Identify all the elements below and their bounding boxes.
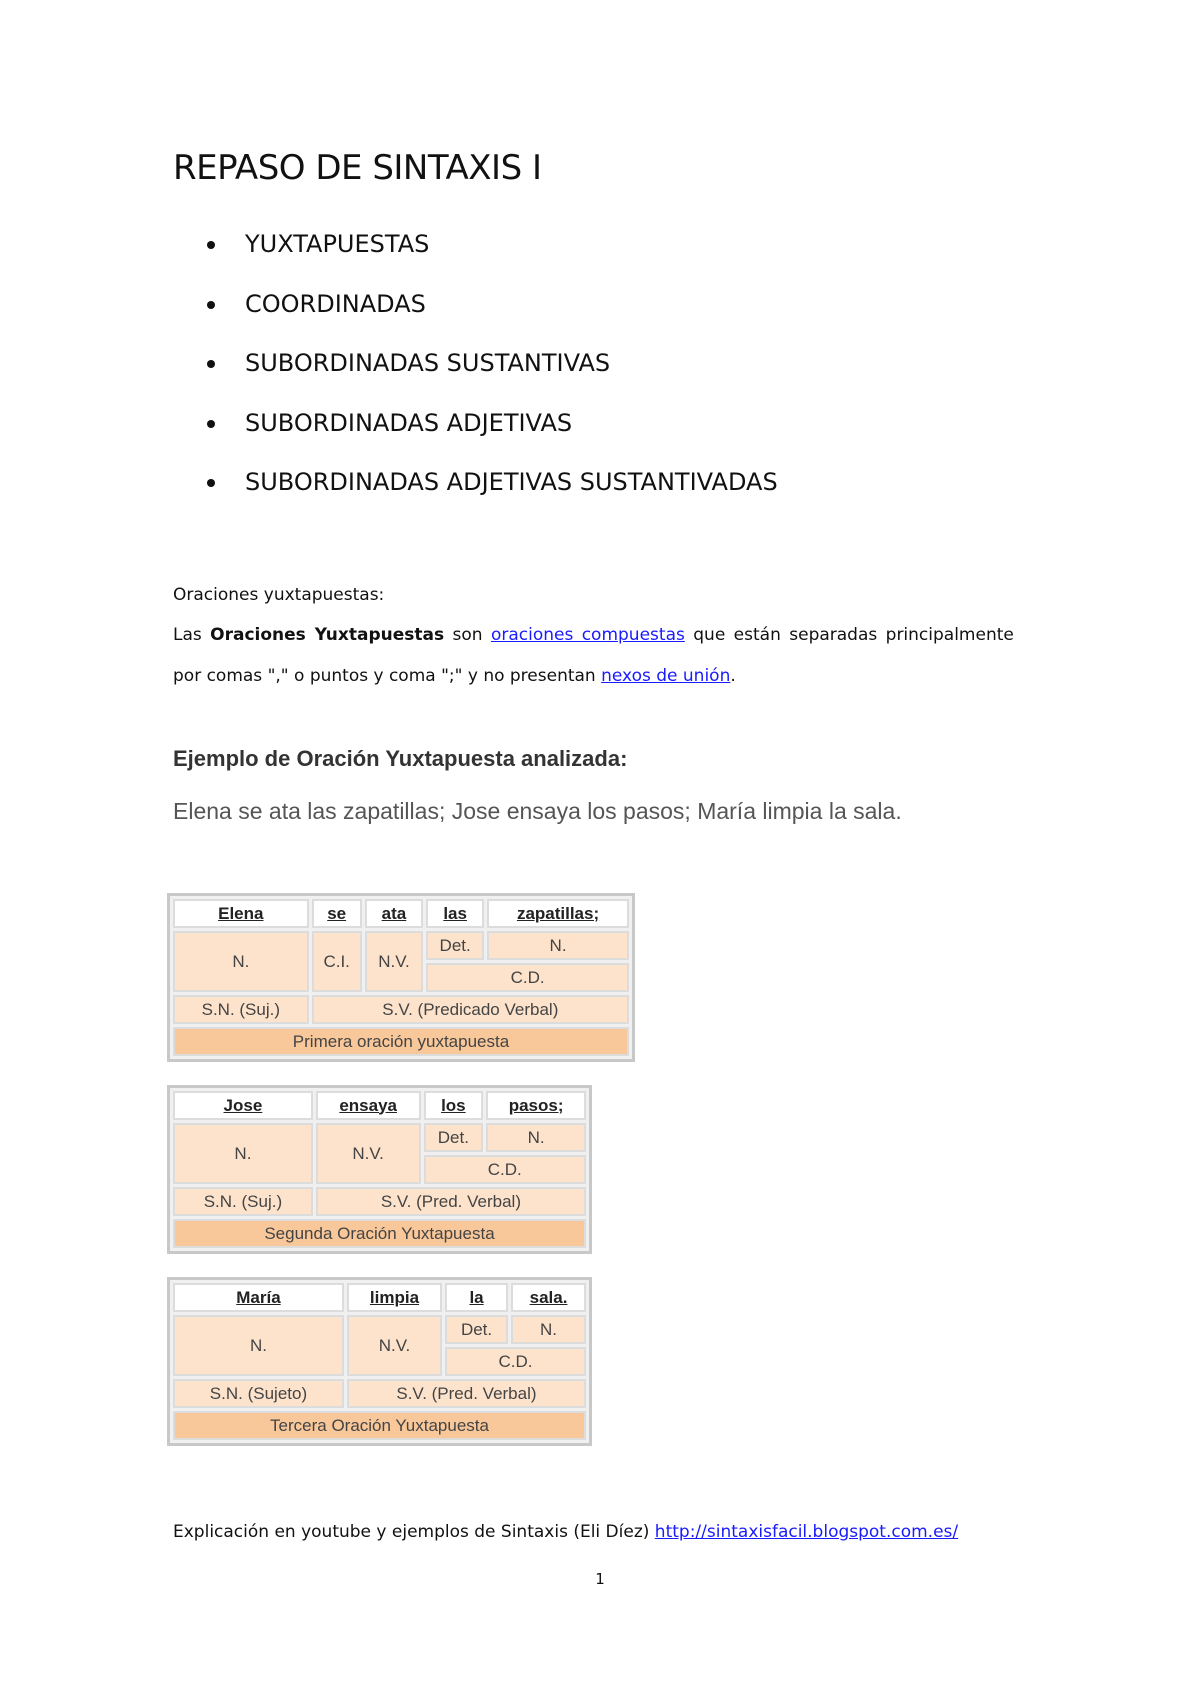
word-cell: pasos;	[486, 1091, 586, 1120]
sv-cell: S.V. (Pred. Verbal)	[347, 1379, 586, 1408]
clause-label-cell: Segunda Oración Yuxtapuesta	[173, 1219, 586, 1248]
cd-cell: C.D.	[424, 1155, 587, 1184]
paragraph-text: son	[444, 625, 491, 645]
tag-cell: N.V.	[347, 1315, 442, 1376]
sv-cell: S.V. (Pred. Verbal)	[316, 1187, 586, 1216]
analysis-table-2	[167, 1085, 592, 1254]
paragraph-text: .	[730, 666, 736, 686]
section-label: Oraciones yuxtapuestas:	[173, 585, 385, 605]
footer-line	[173, 1522, 958, 1542]
word-cell: Jose	[173, 1091, 313, 1120]
tag-cell: N.	[173, 931, 309, 992]
tag-cell: Det.	[424, 1123, 484, 1152]
word-cell: ensaya	[316, 1091, 421, 1120]
topic-item: YUXTAPUESTAS	[205, 230, 778, 290]
nexos-de-union-link[interactable]: nexos de unión	[601, 666, 731, 686]
paragraph-text: Las	[173, 625, 211, 645]
topic-item: SUBORDINADAS ADJETIVAS	[205, 409, 778, 469]
topic-item: SUBORDINADAS SUSTANTIVAS	[205, 349, 778, 409]
cd-cell: C.D.	[445, 1347, 586, 1376]
tag-cell: N.	[511, 1315, 586, 1344]
analysis-table-3	[167, 1277, 592, 1446]
word-cell: la	[445, 1283, 508, 1312]
clause-label-cell: Primera oración yuxtapuesta	[173, 1027, 629, 1056]
example-heading: Ejemplo de Oración Yuxtapuesta analizada:	[173, 746, 628, 771]
topic-list	[205, 230, 778, 528]
tag-cell: N.	[173, 1315, 344, 1376]
tag-cell: C.I.	[312, 931, 362, 992]
sn-cell: S.N. (Suj.)	[173, 1187, 313, 1216]
tag-cell: N.	[173, 1123, 313, 1184]
sn-cell: S.N. (Sujeto)	[173, 1379, 344, 1408]
sv-cell: S.V. (Predicado Verbal)	[312, 995, 629, 1024]
document-title: REPASO DE SINTAXIS I	[173, 148, 542, 188]
oraciones-compuestas-link[interactable]: oraciones compuestas	[490, 625, 685, 645]
example-sentence: Elena se ata las zapatillas; Jose ensaya los pasos; María limpia la sala.	[173, 798, 902, 824]
word-cell: zapatillas;	[487, 899, 629, 928]
topic-item: SUBORDINADAS ADJETIVAS SUSTANTIVADAS	[205, 468, 778, 528]
sn-cell: S.N. (Suj.)	[173, 995, 309, 1024]
tag-cell: Det.	[426, 931, 484, 960]
paragraph-line-2	[173, 666, 736, 686]
clause-label-cell: Tercera Oración Yuxtapuesta	[173, 1411, 586, 1440]
word-cell: las	[426, 899, 484, 928]
tag-cell: Det.	[445, 1315, 508, 1344]
paragraph-text: por comas "," o puntos y coma ";" y no presentan	[173, 666, 602, 686]
analysis-table-1	[167, 893, 635, 1062]
word-cell: los	[424, 1091, 484, 1120]
word-cell: ata	[365, 899, 423, 928]
word-cell: se	[312, 899, 362, 928]
word-cell: María	[173, 1283, 344, 1312]
paragraph-bold-term: Oraciones Yuxtapuestas	[210, 625, 445, 645]
tag-cell: N.	[487, 931, 629, 960]
sintaxisfacil-link[interactable]: http://sintaxisfacil.blogspot.com.es/	[654, 1522, 959, 1542]
word-cell: sala.	[511, 1283, 586, 1312]
topic-item: COORDINADAS	[205, 290, 778, 350]
paragraph-text: que están separadas principalmente	[684, 625, 1014, 645]
paragraph-line-1	[173, 625, 1014, 645]
word-cell: limpia	[347, 1283, 442, 1312]
tag-cell: N.V.	[316, 1123, 421, 1184]
page-number: 1	[595, 1570, 605, 1588]
tag-cell: N.V.	[365, 931, 423, 992]
footer-text: Explicación en youtube y ejemplos de Sintaxis (Eli Díez)	[173, 1522, 655, 1542]
tag-cell: N.	[486, 1123, 586, 1152]
cd-cell: C.D.	[426, 963, 629, 992]
word-cell: Elena	[173, 899, 309, 928]
